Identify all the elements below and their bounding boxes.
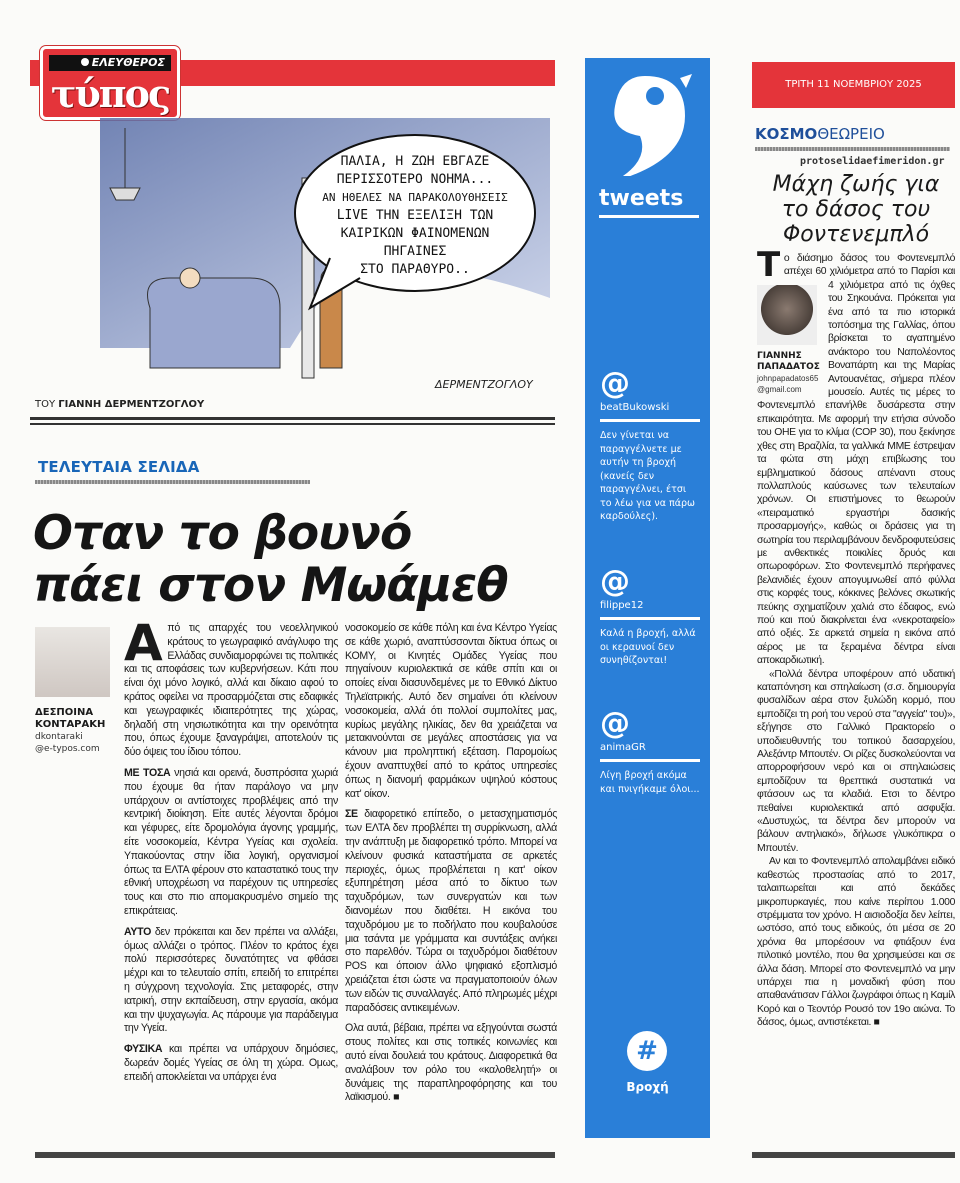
author-first-name: ΓΙΑΝΝΗΣ <box>757 351 802 361</box>
paragraph-lead: ΑΥΤΟ <box>124 925 152 938</box>
paragraph: ο διάσημο δάσος του Φοντενεμπλό απέχει 60 χιλιόμετρα από το Παρίσι και 4 χιλιόμετρα από τις όχθες του Σηκουάνα. Πρόκειται για ένα από τα πιο ιστορικά τοπόσημα της Γαλλίας, όπου βρίσκεται το αγαπημένο ανάκτορο του Ναπολέοντος Βοναπάρτη και της Μαρίας Αντουανέτας, σήμερα πλέον μουσείο. Αυτές τις μέρες το Φοντενεμπλό επανήλθε δυσάρεστα στην επικαιρότητα. Με αφορμή την ετήσια σύνοδο του ΟΗΕ για το κλίμα (COP 30), που ξεκίνησε χθες στη Βραζιλία, τα γαλλικά ΜΜΕ έστρεψαν τα φώτα στη μάχη επιβίωσης του εμβληματικού δάσους απέναντι στους πολλαπλούς καύσωνες των τελευταίων χρόνων. Οι επιστήμονες το θεωρούν «πειραματικό εργαστήρι δασικής προσαρμογής», καθώς οι δράσεις για τη σωτηρία του περιλαμβάνουν δενδροφυτεύσεις με ανθεκτικές ποικιλίες δρυός και οπωροφόρων. Στο Φοντενεμπλό περήφανες βελανιδιές έχουν απογυμνωθεί από φύλλα στις κορφές τους, κόκκινες βελόνες σκωτικής πεύκης σχηματίζουν χαλιά στο έδαφος, ενώ πού και πού διακρίνεται ένα «νεκροταφείο» από οξιές. Σε αρκετά σημεία η εικόνα από αέρος με τα ξεραμένα δέντρα είναι αποκαρδιωτική. <box>757 253 955 667</box>
speech-line: ΚΑΙΡΙΚΩΝ ΦΑΙΝΟΜΕΝΩΝ <box>340 226 490 241</box>
author-last-name: ΠΑΠΑΔΑΤΟΣ <box>757 362 820 372</box>
divider <box>30 423 555 425</box>
bottom-rule <box>35 1152 555 1158</box>
paragraph: Αν και το Φοντενεμπλό απολαμβάνει ειδικό καθεστώς προστασίας από το 2017, ταλαιπωρείται και από δεκάδες μικροπυρκαγιές, που καίνε περίπου 1.000 στρέμματα τον χρόνο. Η αισιοδοξία δεν λείπει, ωστόσο, από τους ειδικούς, ότι μέσα σε 20 χρόνια θα μπορέσουν να φτιάξουν ένα πιλοτικό μοντέλο, που θα χρησιμεύσει και σε άλλα δάση. Μπορεί στο Φοντενεμπλό να μην υπάρχει πια η μοναδική φύση που απαθανάτισαν Γάλλοι ζωγράφοι όπως η Καμίλ Κορό και ο Τεοντόρ Ρουσό τον 19ο αιώνα. Το δάσος, όμως, αντιστέκεται. <box>757 856 955 1029</box>
at-icon: @ <box>600 706 630 741</box>
tweet-text: Λίγη βροχή ακόμα και πνιγήκαμε όλοι... <box>600 770 700 795</box>
tweets-rule <box>599 215 699 218</box>
caption-author: ΓΙΑΝΝΗ ΔΕΡΜΕΝΤΖΟΓΛΟΥ <box>58 399 205 410</box>
drop-cap: Α <box>124 614 163 672</box>
paragraph: διαφορετικό επίπεδο, ο μετασχηματισμός των ΕΛΤΑ δεν προβλέπει τη συρρίκνωση, αλλά την ανάπτυξη με διαφορετικό τρόπο. Μπορεί να κλείνουν φυσικά καταστήματα σε αρκετές περιοχές, όμως προβλέπεται η κατ' οίκον εξυπηρέτηση μέσα από το δίκτυο των ταχυδρόμων, των συνεργατών και των διανομέων που διαθέτει. Η εικόνα του ταχυδρόμου με το ποδήλατο που κουβαλούσε μια τσάντα με γράμματα και συντάξεις ανήκει στο παρελθόν. Τώρα οι ταχυδρόμοι διαθέτουν POS και όποιον άλλο ψηφιακό εξοπλισμό χρειάζεται έτσι ώστε να πραγματοποιούν όλων των ειδών τις συναλλαγές. Από πληρωμές μέχρι παραδόσεις αντικειμένων. <box>345 808 557 1014</box>
email-user[interactable]: dkontaraki <box>35 732 83 742</box>
tweet-item[interactable] <box>600 368 700 524</box>
headline-line: Οταν το βουνό <box>33 506 412 561</box>
paragraph-lead: ΣΕ <box>345 808 358 821</box>
bottom-rule <box>752 1152 955 1158</box>
bird-icon <box>600 66 695 176</box>
author-last-name: ΚΟΝΤΑΡΑΚΗ <box>35 719 106 730</box>
speech-bubble-text <box>300 145 530 285</box>
at-icon: @ <box>600 366 630 401</box>
tweet-handle[interactable]: filippe12 <box>600 600 644 611</box>
tweet-handle[interactable]: animaGR <box>600 742 646 753</box>
paragraph-lead: ΜΕ ΤΟΣΑ <box>124 766 171 779</box>
right-article-body: Τ ΓΙΑΝΝΗΣ ΠΑΠΑΔΑΤΟΣ johnpapadatos65 @gmail.com ο διάσημο δάσος του Φοντενεμπλό απέχει 60 χιλιόμετρα από το Παρίσι και 4 χιλιόμετρα από τις όχθες του Σηκουάνα. Πρόκειται για ένα από τα πιο ιστορικά τοπόσημα της Γαλλίας, όπου βρίσκεται το αγαπημένο ανάκτορο του Ναπολέοντος Βοναπάρτη και της Μαρίας Αντουανέτας, σήμερα πλέον μουσείο. Αυτές τις μέρες το Φοντενεμπλό επανήλθε δυσάρεστα στην επικαιρότητα. Με αφορμή την ετήσια σύνοδο του ΟΗΕ για το κλίμα (COP 30), που ξεκίνησε χθες στη Βραζιλία, τα γαλλικά ΜΜΕ έστρεψαν τα φώτα στη μάχη επιβίωσης του εμβληματικού δάσους απέναντι στους πολλαπλούς καύσωνες των τελευταίων χρόνων. Οι επιστήμονες το θεωρούν «πειραματικό εργαστήρι δασικής προσαρμογής», καθώς οι δράσεις για τη σωτηρία του περιλαμβάνουν δενδροφυτεύσεις με ανθεκτικές ποικιλίες δρυός και οπωροφόρων. Στο Φοντενεμπλό περήφανες βελανιδιές έχουν απογυμνωθεί από φύλλα στις κορφές τους, κόκκινες βελόνες σκωτικής πεύκης σχηματίζουν χαλιά στο έδαφος, ενώ πού και πού διακρίνεται ένα «νεκροταφείο» από οξιές. Σε αρκετά σημεία η εικόνα από αέρος με τα ξεραμένα δέντρα είναι αποκαρδιωτική. «Πολλά δέντρα υποφέρουν από υδατική καταπόνηση και σπηλαίωση (σ.σ. δημιουργία φυσαλίδων αέρα στον ξυλώδη κορμό, που εμποδίζει τη ροή του νερού στα "αγγεία" του)», εξήγησε στο Γαλλικό Πρακτορείο ο υποδιευθυντής του τοπικού δασαρχείου, Αλεξάντρ Μπουτέν. Οι ρίζες δυσκολεύονται να απορροφήσουν νερό και οι σπηλαιώσεις εμποδίζουν τα θρεπτικά συστατικά να φτάσουν ως τα κλαδιά. Ετσι το δέντρο πεθαίνει κυριολεκτικά από ασφυξία. «Δυστυχώς, τα δέντρα δεν μπορούν να βάλουν αντηλιακό», δήλωσε γλυκόπικρα ο Μπουτέν. Αν και το Φοντενεμπλό απολαμβάνει ειδικό καθεστώς προστασίας από το 2017, ταλαιπωρείται και από δεκάδες μικροπυρκαγιές, που καίνε περίπου 1.000 στρέμματα τον χρόνο. Η αισιοδοξία δεν λείπει, ωστόσο, από τους ειδικούς, ότι μέσα σε 20 χρόνια θα μπορέσουν να φτιάξουν ένα πιλοτικό μοντέλο, που θα χρησιμεύσει και σε άλλα δάση. Μπορεί στο Φοντενεμπλό να μην υπάρχει πια η μοναδική φύση που απαθανάτισαν Γάλλοι ζωγράφοι όπως η Καμίλ Κορό και ο Τεοντόρ Ρουσό τον 19ο αιώνα. Το δάσος, όμως, αντιστέκεται. ■ <box>757 245 955 1029</box>
headline-line: πάει στον Μωάμεθ <box>33 558 508 613</box>
article-column-1 <box>124 614 338 1092</box>
section-label-right <box>755 125 885 143</box>
speech-line: ΠΗΓΑΙΝΕΣ <box>383 244 447 259</box>
tweet-text: Δεν γίνεται να παραγγέλνετε με αυτήν τη βροχή (κανείς δεν παραγγέλνει, έτσι το λέω για να πάρω καρδούλες). <box>600 430 695 522</box>
at-icon: @ <box>600 564 630 599</box>
cartoon-signature: ΔΕΡΜΕΝΤΖΟΓΛΟΥ <box>435 378 533 391</box>
section-rule <box>35 480 310 484</box>
paragraph: πό τις απαρχές του νεοελληνικού κράτους το γεωγραφικό ανάγλυφο της Ελλάδας συνδιαμορφώνει τις πολιτικές και τις αποφάσεις των κυβερνήσεων. Κάτι που είναι όχι μόνο λογικό, αλλά και δίκαιο αφού το κράτος οφείλει να προσαρμόζεται στις εδαφικές και γεωγραφικές ιδιαιτερότητες της χώρας, δηλαδή στη νησιωτικότητα και την ορεινότητα που, όπως έχουμε ξαναγράψει, αποτελούν τις δύο όψεις του ίδιου τόπου. <box>124 622 338 759</box>
date-bar: ΤΡΙΤΗ 11 ΝΟΕΜΒΡΙΟΥ 2025 <box>752 62 955 108</box>
right-author-box <box>757 285 821 395</box>
tweets-column <box>585 58 710 1138</box>
author-name <box>35 707 110 731</box>
caption-prefix: ΤΟΥ <box>35 399 56 410</box>
email-user[interactable]: johnpapadatos65 <box>757 374 819 383</box>
section-bold: ΚΟΣΜΟ <box>755 125 818 143</box>
author-name <box>757 351 821 373</box>
speech-line: ΣΤΟ ΠΑΡΑΘΥΡΟ.. <box>360 262 470 277</box>
author-photo <box>757 285 817 345</box>
hashtag-icon: # <box>627 1031 667 1071</box>
section-rest: ΘΕΩΡΕΙΟ <box>817 125 885 143</box>
article-headline <box>33 508 508 612</box>
divider <box>30 417 555 420</box>
tweet-item[interactable] <box>600 566 700 668</box>
author-email[interactable] <box>35 731 110 755</box>
speech-line: ΠΑΛΙΑ, Η ΖΩΗ ΕΒΓΑΖΕ <box>340 154 490 169</box>
cartoon-caption <box>35 399 204 410</box>
newspaper-logo[interactable] <box>40 46 180 120</box>
watermark: protoselidaefimeridon.gr <box>800 156 945 167</box>
paragraph: δεν πρόκειται και δεν πρέπει να αλλάξει, όμως αλλάζει ο τρόπος. Πλέον το κράτος έχει πολύ περισσότερες δυνατότητες να φθάσει μέχρι και το τελευταίο σπίτι, επειδή το επιτρέπει η σύγχρονη τεχνολογία. Στις μεταφορές, στην ιατρική, στην εκπαίδευση, στην εργασία, ακόμα και την ψυχαγωγία. Ας πάρουμε για παράδειγμα την Υγεία. <box>124 925 338 1035</box>
paragraph: νοσοκομείο σε κάθε πόλη και ένα Κέντρο Υγείας σε κάθε χωριό, αναπτύσσονται δίκτυα όπως οι ΚΟΜΥ, οι Κινητές Ομάδες Υγείας που πηγαίνουν κυριολεκτικά σε κάθε σπίτι και οι οποίες είναι διασυνδεμένες με το Εθνικό Δίκτυο Τηλεϊατρικής. Αυτό δεν σημαίνει ότι κλείνουν νοσοκομεία, αλλά ότι πολλοί συμπολίτες μας, κυρίως μεγάλης ηλικίας, δεν θα χρειάζεται να μετακινούνται σε μεγάλες αποστάσεις για να κάνουν μια προληπτική εξέταση. Παρομοίως έχουν αναπτυχθεί από το κράτος υπηρεσίες όπως η διανομή φαρμάκων υψηλού κόστους κατ' οίκον. <box>345 622 557 800</box>
email-domain[interactable]: @e-typos.com <box>35 744 100 754</box>
author-email[interactable] <box>757 373 821 395</box>
tweets-title: tweets <box>599 186 684 211</box>
tweet-text: Καλά η βροχή, αλλά οι κεραυνοί δεν συνηθίζονται! <box>600 628 696 666</box>
hashtag-label[interactable]: Βροχή <box>626 1080 669 1094</box>
email-domain[interactable]: @gmail.com <box>757 385 802 394</box>
author-first-name: ΔΕΣΠΟΙΝΑ <box>35 707 94 718</box>
drop-cap: Τ <box>757 245 780 285</box>
paragraph: και πρέπει να υπάρχουν δημόσιες, δωρεάν δομές Υγείας σε όλη τη χώρα. Ομως, επειδή αποκλείεται να υπάρχει ένα <box>124 1043 338 1083</box>
speech-line: ΑΝ ΗΘΕΛΕΣ ΝΑ ΠΑΡΑΚΟΛΟΥΘΗΣΕΙΣ <box>322 191 508 204</box>
paragraph: νησιά και ορεινά, δυσπρόσιτα χωριά που έχουμε θα ήταν παράλογο να μην υπάρχουν οι αντίστοιχες προβλέψεις από την κεντρική διοίκηση. Είτε αυτές λέγονται δρόμοι και γέφυρες, είτε δρομολόγια άγονης γραμμής, είτε νοσοκομεία, Κέντρα Υγείας και σχολεία. Υπακούοντας στην ίδια λογική, οργανισμοί όπως τα ΕΛΤΑ φέρουν στο καταστατικό τους την εθνική υποχρέωση να παρέχουν τις υπηρεσίες τους και στο πιο απομακρυσμένο σημείο της επικράτειας. <box>124 766 338 917</box>
tweet-item[interactable] <box>600 708 700 796</box>
section-label: ΤΕΛΕΥΤΑΙΑ ΣΕΛΙΔΑ <box>38 458 200 476</box>
speech-line: LIVE ΤΗΝ ΕΞΕΛΙΞΗ ΤΩΝ <box>336 208 494 223</box>
author-box <box>35 627 110 755</box>
author-photo <box>35 627 110 697</box>
paragraph: Ολα αυτά, βέβαια, πρέπει να εξηγούνται σωστά στους πολίτες και στις τοπικές κοινωνίες και αυτό είναι δουλειά του κράτους. Διαφορετικά θα αναλάβουν τον ρόλο του «καλοθελητή» οι δυνάμεις της παραπληροφόρησης και του λαϊκισμού. <box>345 1022 557 1104</box>
logo-top-text: ΕΛΕΥΘΕΡΟΣ <box>49 55 171 71</box>
section-rule <box>755 147 950 151</box>
paragraph-lead: ΦΥΣΙΚΑ <box>124 1043 163 1056</box>
logo-main-text: τύπος <box>50 71 170 116</box>
speech-line: ΠΕΡΙΣΣΟΤΕΡΟ ΝΟΗΜΑ... <box>336 172 494 187</box>
paragraph: «Πολλά δέντρα υποφέρουν από υδατική καταπόνηση και σπηλαίωση (σ.σ. δημιουργία φυσαλίδων αέρα στον ξυλώδη κορμό, που εμποδίζει τη ροή του νερού στα "αγγεία" του)», εξήγησε στο Γαλλικό Πρακτορείο ο υποδιευθυντής του τοπικού δασαρχείου, Αλεξάντρ Μπουτέν. Οι ρίζες δυσκολεύονται να απορροφήσουν νερό και οι σπηλαιώσεις εμποδίζουν τα θρεπτικά συστατικά να φτάσουν ως τα κλαδιά. Ετσι το δέντρο πεθαίνει κυριολεκτικά από ασφυξία. «Δυστυχώς, τα δέντρα δεν μπορούν να βάλουν αντηλιακό», δήλωσε γλυκόπικρα ο Μπουτέν. <box>757 668 955 854</box>
right-headline: Μάχη ζωής για το δάσος του Φοντενεμπλό <box>772 172 940 247</box>
article-column-2: νοσοκομείο σε κάθε πόλη και ένα Κέντρο Υγείας σε κάθε χωριό, αναπτύσσονται δίκτυα όπως οι ΚΟΜΥ, οι Κινητές Ομάδες Υγείας που πηγαίνουν κυριολεκτικά σε κάθε σπίτι και οι οποίες είναι διασυνδεμένες με το Εθνικό Δίκτυο Τηλεϊατρικής. Αυτό δεν σημαίνει ότι κλείνουν νοσοκομεία, αλλά ότι πολλοί συμπολίτες μας, κυρίως μεγάλης ηλικίας, δεν θα χρειάζεται να μετακινούνται σε μεγάλες αποστάσεις για να κάνουν μια προληπτική εξέταση. Παρομοίως έχουν αναπτυχθεί από το κράτος υπηρεσίες όπως η διανομή φαρμάκων υψηλού κόστους κατ' οίκον. ΣΕ διαφορετικό επίπεδο, ο μετασχηματισμός των ΕΛΤΑ δεν προβλέπει τη συρρίκνωση, αλλά την ανάπτυξη με διαφορετικό τρόπο. Μπορεί να κλείνουν φυσικά καταστήματα σε αρκετές περιοχές, όμως προβλέπεται η κατ' οίκον εξυπηρέτηση μέσα από το δίκτυο των ταχυδρόμων, των συνεργατών και των διανομέων που διαθέτει. Η εικόνα του ταχυδρόμου με το ποδήλατο που κουβαλούσε μια τσάντα με γράμματα και συντάξεις ανήκει στο παρελθόν. Τώρα οι ταχυδρόμοι διαθέτουν POS και όποιον άλλο ψηφιακό εξοπλισμό χρειάζεται έτσι ώστε να πραγματοποιούν όλων των ειδών τις συναλλαγές. Από πληρωμές μέχρι παραδόσεις αντικειμένων. Ολα αυτά, βέβαια, πρέπει να εξηγούνται σωστά στους πολίτες και στις τοπικές κοινωνίες και αυτό είναι δουλειά του κράτους. Διαφορετικά θα αναλάβουν τον ρόλο του «καλοθελητή» οι δυνάμεις της παραπληροφόρησης και του λαϊκισμού. ■ <box>345 622 557 1104</box>
tweet-handle[interactable]: beatBukowski <box>600 402 670 413</box>
